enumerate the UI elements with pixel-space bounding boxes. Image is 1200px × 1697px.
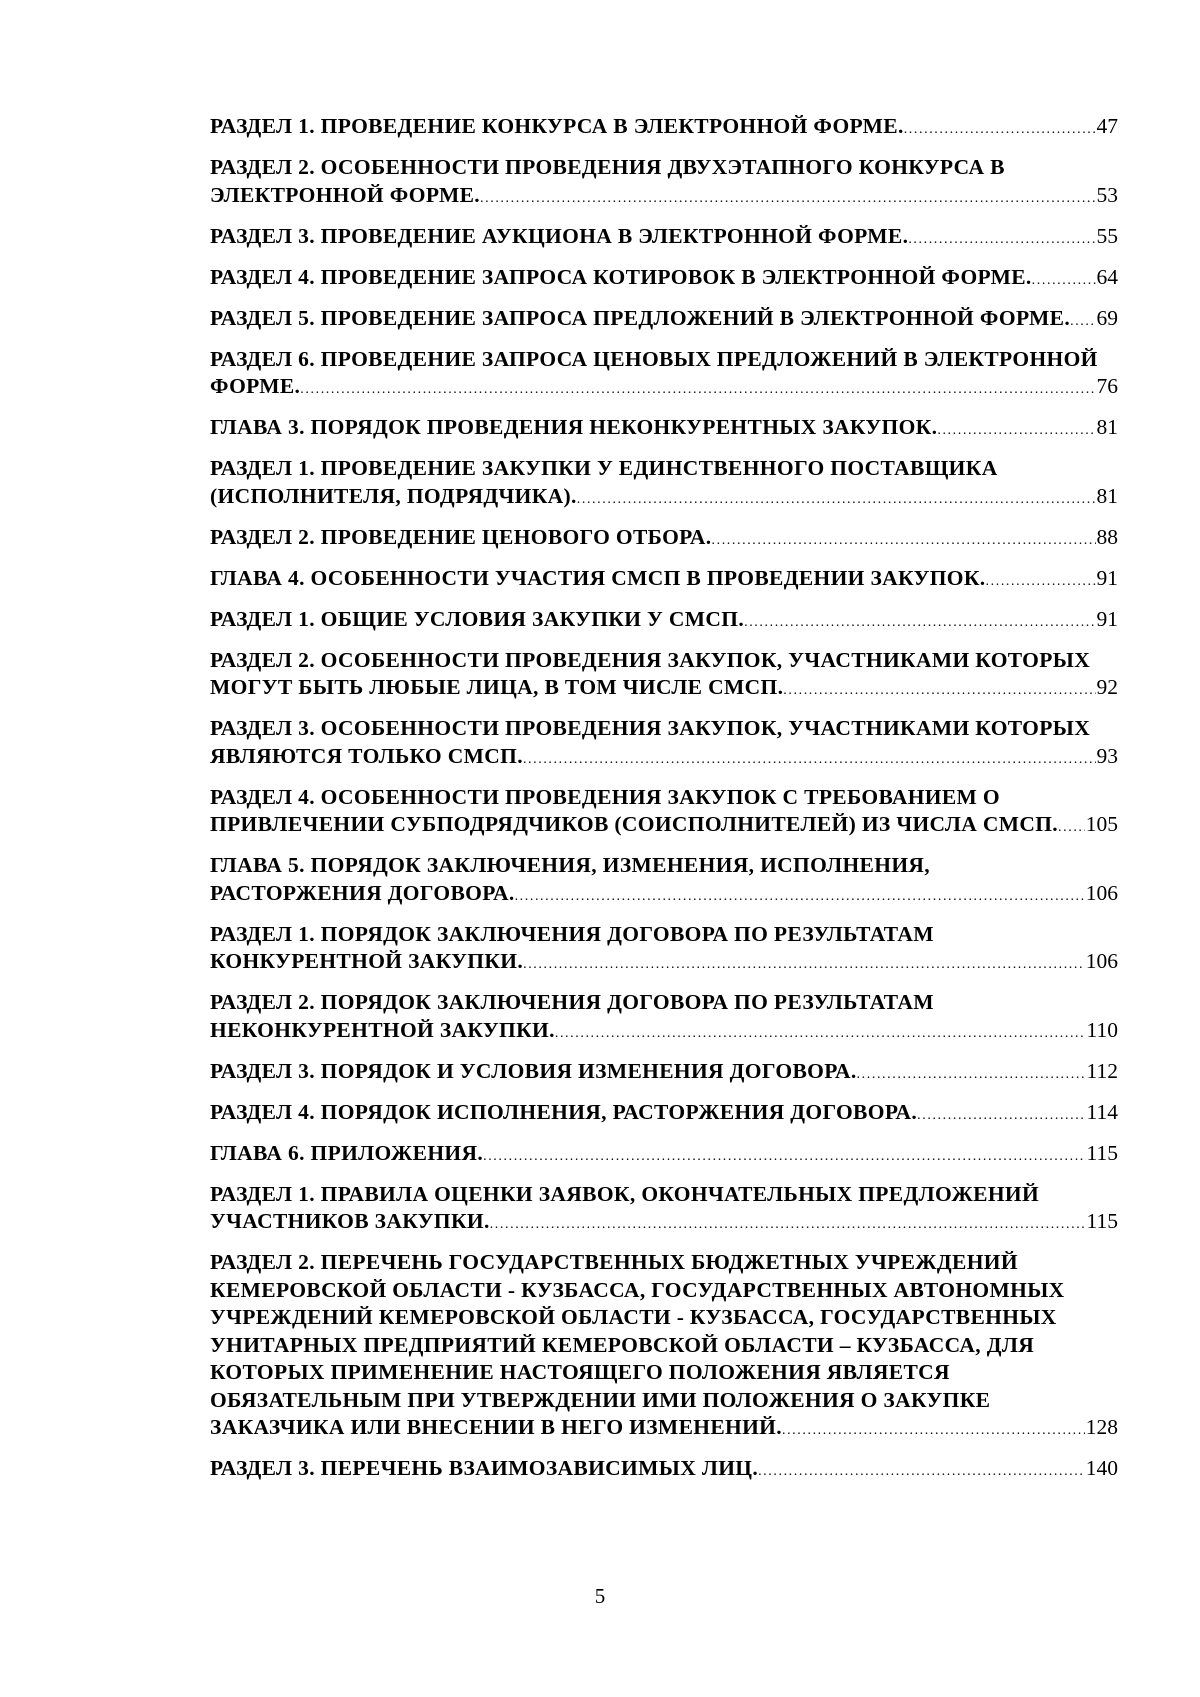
toc-entry-line — [210, 1332, 1118, 1360]
dot-leader — [712, 527, 1096, 555]
toc-entry-line — [210, 305, 1118, 336]
toc-entry-line — [210, 1414, 1118, 1445]
toc-entry[interactable] — [210, 647, 1118, 705]
toc-entry-title: ЭЛЕКТРОННОЙ ФОРМЕ. — [210, 182, 481, 207]
toc-entry[interactable] — [210, 414, 1118, 445]
toc-entry-line — [210, 852, 1118, 880]
toc-entry-line — [210, 674, 1118, 705]
toc-entry-line — [210, 647, 1118, 675]
toc-entry-page: 106 — [1085, 880, 1118, 905]
toc-entry-page: 106 — [1085, 949, 1118, 973]
toc-entry-page: 55 — [1096, 223, 1118, 248]
toc-entry[interactable] — [210, 455, 1118, 513]
toc-entry-page: 88 — [1096, 524, 1118, 549]
dot-leader — [986, 568, 1096, 596]
page-number: 5 — [594, 1584, 606, 1608]
toc-entry-title: УНИТАРНЫХ ПРЕДПРИЯТИЙ КЕМЕРОВСКОЙ ОБЛАСТИ – КУЗБАССА, ДЛЯ — [210, 1332, 1035, 1357]
toc-entry-title: ФОРМЕ. — [210, 374, 301, 398]
toc-entry-line — [210, 1099, 1118, 1130]
toc-entry-line — [210, 455, 1118, 483]
toc-entry-line — [210, 182, 1118, 213]
toc-entry[interactable] — [210, 1455, 1118, 1486]
toc-entry-line — [210, 606, 1118, 637]
toc-entry-page: 47 — [1096, 114, 1118, 138]
toc-entry-line — [210, 113, 1118, 144]
toc-entry-page: 91 — [1096, 565, 1118, 590]
toc-entry-line — [210, 346, 1118, 374]
toc-entry-line — [210, 1017, 1118, 1048]
dot-leader — [523, 746, 1096, 774]
dot-leader — [480, 185, 1095, 213]
toc-entry-title: ПРИВЛЕЧЕНИИ СУБПОДРЯДЧИКОВ (СОИСПОЛНИТЕЛЕЙ) ИЗ ЧИСЛА СМСП. — [210, 812, 1059, 836]
dot-leader — [490, 1211, 1086, 1239]
toc-entry-line — [210, 1359, 1118, 1387]
toc-entry-line — [210, 1455, 1118, 1486]
toc-entry-line — [210, 1304, 1118, 1332]
toc-entry-title: УЧРЕЖДЕНИЙ КЕМЕРОВСКОЙ ОБЛАСТИ - КУЗБАССА, ГОСУДАРСТВЕННЫХ — [210, 1305, 1057, 1329]
toc-entry-title: РАЗДЕЛ 3. ПЕРЕЧЕНЬ ВЗАИМОЗАВИСИМЫХ ЛИЦ. — [210, 1456, 759, 1480]
toc-entry-title: РАСТОРЖЕНИЯ ДОГОВОРА. — [210, 880, 515, 905]
toc-entry-title: КОТОРЫХ ПРИМЕНЕНИЕ НАСТОЯЩЕГО ПОЛОЖЕНИЯ ЯВЛЯЕТСЯ — [210, 1360, 950, 1384]
toc-entry-line — [210, 921, 1118, 949]
toc-entry-line — [210, 373, 1118, 404]
toc-entry-title: ЯВЛЯЮТСЯ ТОЛЬКО СМСП. — [210, 743, 523, 768]
toc-entry[interactable] — [210, 346, 1118, 404]
toc-entry[interactable] — [210, 154, 1118, 212]
toc-entry-line — [210, 743, 1118, 774]
toc-entry[interactable] — [210, 784, 1118, 842]
toc-entry-line — [210, 565, 1118, 596]
dot-leader — [782, 1417, 1085, 1445]
dot-leader — [523, 951, 1085, 979]
toc-entry[interactable] — [210, 1249, 1118, 1445]
dot-leader — [857, 1061, 1086, 1089]
toc-entry-page: 64 — [1096, 264, 1118, 289]
toc-entry-line — [210, 1277, 1118, 1305]
toc-entry-line — [210, 784, 1118, 812]
toc-entry-line — [210, 948, 1118, 979]
toc-entry-title: РАЗДЕЛ 2. ПРОВЕДЕНИЕ ЦЕНОВОГО ОТБОРА. — [210, 524, 712, 549]
toc-entry[interactable] — [210, 921, 1118, 979]
toc-entry-title: РАЗДЕЛ 2. ОСОБЕННОСТИ ПРОВЕДЕНИЯ ЗАКУПОК, УЧАСТНИКАМИ КОТОРЫХ — [210, 647, 1091, 672]
dot-leader — [744, 609, 1095, 637]
toc-entry[interactable] — [210, 565, 1118, 596]
toc-entry[interactable] — [210, 1099, 1118, 1130]
toc-entry-title: РАЗДЕЛ 1. ОБЩИЕ УСЛОВИЯ ЗАКУПКИ У СМСП. — [210, 606, 745, 631]
toc-entry-line — [210, 1387, 1118, 1415]
toc-entry-page: 81 — [1096, 415, 1118, 439]
toc-entry-title: ЗАКАЗЧИКА ИЛИ ВНЕСЕНИИ В НЕГО ИЗМЕНЕНИЙ. — [210, 1415, 782, 1439]
toc-entry-line — [210, 264, 1118, 295]
toc-entry-line — [210, 1181, 1118, 1209]
toc-entry[interactable] — [210, 113, 1118, 144]
toc-entry-line — [210, 483, 1118, 514]
toc-entry-title: РАЗДЕЛ 1. ПОРЯДОК ЗАКЛЮЧЕНИЯ ДОГОВОРА ПО РЕЗУЛЬТАТАМ — [210, 921, 934, 946]
toc-entry-page: 140 — [1085, 1456, 1118, 1480]
toc-entry-line — [210, 1208, 1118, 1239]
toc-entry[interactable] — [210, 1140, 1118, 1171]
toc-entry-line — [210, 989, 1118, 1017]
toc-entry-line — [210, 154, 1118, 182]
toc-entry-title: РАЗДЕЛ 2. ОСОБЕННОСТИ ПРОВЕДЕНИЯ ДВУХЭТАПНОГО КОНКУРСА В — [210, 155, 1005, 179]
toc-entry[interactable] — [210, 524, 1118, 555]
toc-entry-page: 115 — [1086, 1209, 1118, 1233]
toc-entry-title: КОНКУРЕНТНОЙ ЗАКУПКИ. — [210, 949, 524, 973]
toc-entry-title: РАЗДЕЛ 2. ПЕРЕЧЕНЬ ГОСУДАРСТВЕННЫХ БЮДЖЕТНЫХ УЧРЕЖДЕНИЙ — [210, 1250, 1018, 1274]
toc-entry-page: 114 — [1086, 1099, 1118, 1124]
dot-leader — [1058, 814, 1085, 842]
toc-entry-page: 91 — [1096, 606, 1118, 631]
toc-entry[interactable] — [210, 305, 1118, 336]
toc-entry[interactable] — [210, 264, 1118, 295]
toc-entry-title: РАЗДЕЛ 4. ПРОВЕДЕНИЕ ЗАПРОСА КОТИРОВОК В ЭЛЕКТРОННОЙ ФОРМЕ. — [210, 264, 1032, 289]
toc-entry-page: 110 — [1086, 1017, 1118, 1042]
dot-leader — [758, 1458, 1085, 1486]
toc-entry-page: 53 — [1096, 182, 1118, 207]
toc-entry[interactable] — [210, 715, 1118, 773]
toc-entry-line — [210, 524, 1118, 555]
toc-entry-title: НЕКОНКУРЕНТНОЙ ЗАКУПКИ. — [210, 1017, 555, 1042]
toc-entry-line — [210, 223, 1118, 254]
toc-entry-line — [210, 1058, 1118, 1089]
toc-entry-title: КЕМЕРОВСКОЙ ОБЛАСТИ - КУЗБАССА, ГОСУДАРСТВЕННЫХ АВТОНОМНЫХ — [210, 1277, 1065, 1302]
toc-entry[interactable] — [210, 223, 1118, 254]
toc-entry-title: УЧАСТНИКОВ ЗАКУПКИ. — [210, 1209, 490, 1233]
toc-entry-page: 92 — [1096, 675, 1118, 699]
toc-entry-line — [210, 880, 1118, 911]
toc-entry-page: 105 — [1085, 812, 1118, 836]
toc-entry-title: РАЗДЕЛ 3. ПОРЯДОК И УСЛОВИЯ ИЗМЕНЕНИЯ ДОГОВОРА. — [210, 1058, 857, 1083]
toc-entry-page: 81 — [1096, 483, 1118, 508]
toc-entry-title: РАЗДЕЛ 1. ПРАВИЛА ОЦЕНКИ ЗАЯВОК, ОКОНЧАТЕЛЬНЫХ ПРЕДЛОЖЕНИЙ — [210, 1181, 1040, 1206]
toc-entry[interactable] — [210, 1058, 1118, 1089]
dot-leader — [1032, 267, 1096, 295]
toc-entry-page: 69 — [1096, 305, 1118, 330]
toc-entry-page: 76 — [1096, 374, 1118, 398]
toc-entry-line — [210, 1249, 1118, 1277]
dot-leader — [917, 1102, 1085, 1130]
dot-leader — [515, 883, 1085, 911]
toc-entry-page: 112 — [1086, 1058, 1118, 1083]
toc-entry-page: 128 — [1085, 1415, 1118, 1439]
dot-leader — [577, 486, 1096, 514]
toc-entry-title: РАЗДЕЛ 3. ОСОБЕННОСТИ ПРОВЕДЕНИЯ ЗАКУПОК, УЧАСТНИКАМИ КОТОРЫХ — [210, 716, 1091, 740]
toc-entry-title: (ИСПОЛНИТЕЛЯ, ПОДРЯДЧИКА). — [210, 483, 577, 508]
dot-leader — [783, 677, 1095, 705]
toc-entry-page: 115 — [1086, 1140, 1118, 1165]
toc-entry-title: РАЗДЕЛ 5. ПРОВЕДЕНИЕ ЗАПРОСА ПРЕДЛОЖЕНИЙ В ЭЛЕКТРОННОЙ ФОРМЕ. — [210, 305, 1071, 330]
toc-entry-line — [210, 715, 1118, 743]
dot-leader — [908, 226, 1095, 254]
toc-entry-title: ГЛАВА 6. ПРИЛОЖЕНИЯ. — [210, 1140, 484, 1165]
dot-leader — [555, 1020, 1086, 1048]
dot-leader — [1070, 308, 1095, 336]
toc-entry[interactable] — [210, 852, 1118, 910]
toc-entry[interactable] — [210, 606, 1118, 637]
toc-entry-title: ОБЯЗАТЕЛЬНЫМ ПРИ УТВЕРЖДЕНИИ ИМИ ПОЛОЖЕНИЯ О ЗАКУПКЕ — [210, 1387, 991, 1412]
table-of-contents — [210, 113, 1118, 1496]
toc-entry-page: 93 — [1096, 743, 1118, 768]
toc-entry-title: РАЗДЕЛ 4. ОСОБЕННОСТИ ПРОВЕДЕНИЯ ЗАКУПОК С ТРЕБОВАНИЕМ О — [210, 784, 1000, 809]
toc-entry-title: ГЛАВА 4. ОСОБЕННОСТИ УЧАСТИЯ СМСП В ПРОВЕДЕНИИ ЗАКУПОК. — [210, 565, 986, 590]
toc-entry-line — [210, 414, 1118, 445]
dot-leader — [937, 417, 1095, 445]
toc-entry-title: РАЗДЕЛ 6. ПРОВЕДЕНИЕ ЗАПРОСА ЦЕНОВЫХ ПРЕДЛОЖЕНИЙ В ЭЛЕКТРОННОЙ — [210, 346, 1098, 371]
toc-entry-title: РАЗДЕЛ 2. ПОРЯДОК ЗАКЛЮЧЕНИЯ ДОГОВОРА ПО РЕЗУЛЬТАТАМ — [210, 990, 934, 1014]
dot-leader — [483, 1143, 1085, 1171]
toc-entry-title: РАЗДЕЛ 1. ПРОВЕДЕНИЕ ЗАКУПКИ У ЕДИНСТВЕННОГО ПОСТАВЩИКА — [210, 456, 998, 480]
toc-entry-title: РАЗДЕЛ 4. ПОРЯДОК ИСПОЛНЕНИЯ, РАСТОРЖЕНИЯ ДОГОВОРА. — [210, 1099, 918, 1124]
toc-entry[interactable] — [210, 989, 1118, 1047]
dot-leader — [904, 116, 1096, 144]
toc-entry-title: ГЛАВА 5. ПОРЯДОК ЗАКЛЮЧЕНИЯ, ИЗМЕНЕНИЯ, ИСПОЛНЕНИЯ, — [210, 853, 931, 877]
dot-leader — [300, 376, 1095, 404]
toc-entry[interactable] — [210, 1181, 1118, 1239]
toc-entry-line — [210, 1140, 1118, 1171]
toc-entry-title: ГЛАВА 3. ПОРЯДОК ПРОВЕДЕНИЯ НЕКОНКУРЕНТНЫХ ЗАКУПОК. — [210, 415, 938, 439]
toc-entry-title: РАЗДЕЛ 3. ПРОВЕДЕНИЕ АУКЦИОНА В ЭЛЕКТРОННОЙ ФОРМЕ. — [210, 223, 909, 248]
toc-entry-line — [210, 811, 1118, 842]
toc-entry-title: МОГУТ БЫТЬ ЛЮБЫЕ ЛИЦА, В ТОМ ЧИСЛЕ СМСП. — [210, 675, 784, 699]
toc-entry-title: РАЗДЕЛ 1. ПРОВЕДЕНИЕ КОНКУРСА В ЭЛЕКТРОННОЙ ФОРМЕ. — [210, 114, 904, 138]
